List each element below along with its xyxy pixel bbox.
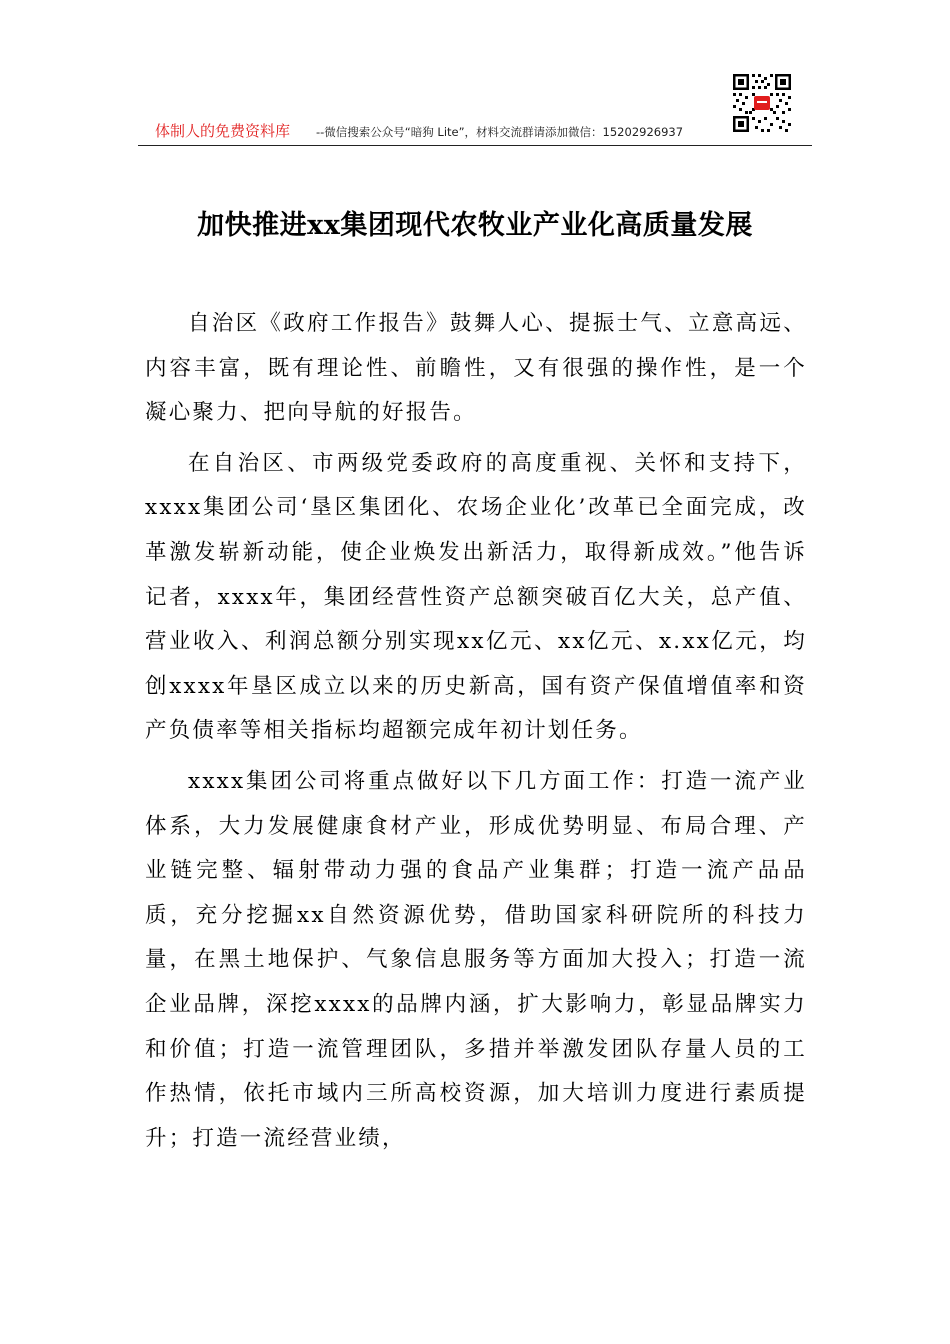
page-header bbox=[138, 60, 812, 146]
header-brand: 体制人的免费资料库 bbox=[155, 122, 291, 140]
paragraph-3: xxxx集团公司将重点做好以下几方面工作：打造一流产业体系，大力发展健康食材产业，形成优势明显、布局合理、产业链完整、辐射带动力强的食品产业集群；打造一流产品品质，充分挖掘xx自然资源优势，借助国家科研院所的科技力量，在黑土地保护、气象信息服务等方面加大投入；打造一流企业品牌，深挖xxxx的品牌内涵，扩大影响力，彰显品牌实力和价值；打造一流管理团队，多措并举激发团队存量人员的工作热情，依托市域内三所高校资源，加大培训力度进行素质提升；打造一流经营业绩， bbox=[145, 768, 807, 1151]
header-divider bbox=[138, 145, 812, 146]
paragraph-1: 自治区《政府工作报告》鼓舞人心、提振士气、立意高远、内容丰富，既有理论性、前瞻性，又有很强的操作性，是一个凝心聚力、把向导航的好报告。 bbox=[145, 311, 807, 426]
qr-code-icon[interactable] bbox=[731, 72, 793, 134]
document-body bbox=[145, 302, 807, 1167]
paragraph-2: 在自治区、市两级党委政府的高度重视、关怀和支持下，xxxx集团公司‘垦区集团化、农场企业化’改革已全面完成，改革激发崭新动能，使企业焕发出新活力，取得新成效。”他告诉记者，xxxx年，集团经营性资产总额突破百亿大关，总产值、营业收入、利润总额分别实现xx亿元、xx亿元、x.xx亿元，均创xxxx年垦区成立以来的历史新高，国有资产保值增值率和资产负债率等相关指标均超额完成年初计划任务。 bbox=[145, 450, 807, 744]
document-title: 加快推进xx集团现代农牧业产业化高质量发展 bbox=[197, 210, 753, 241]
header-contact-info: --微信搜索公众号“暗狗 Lite”，材料交流群请添加微信：15202926937 bbox=[316, 125, 684, 139]
